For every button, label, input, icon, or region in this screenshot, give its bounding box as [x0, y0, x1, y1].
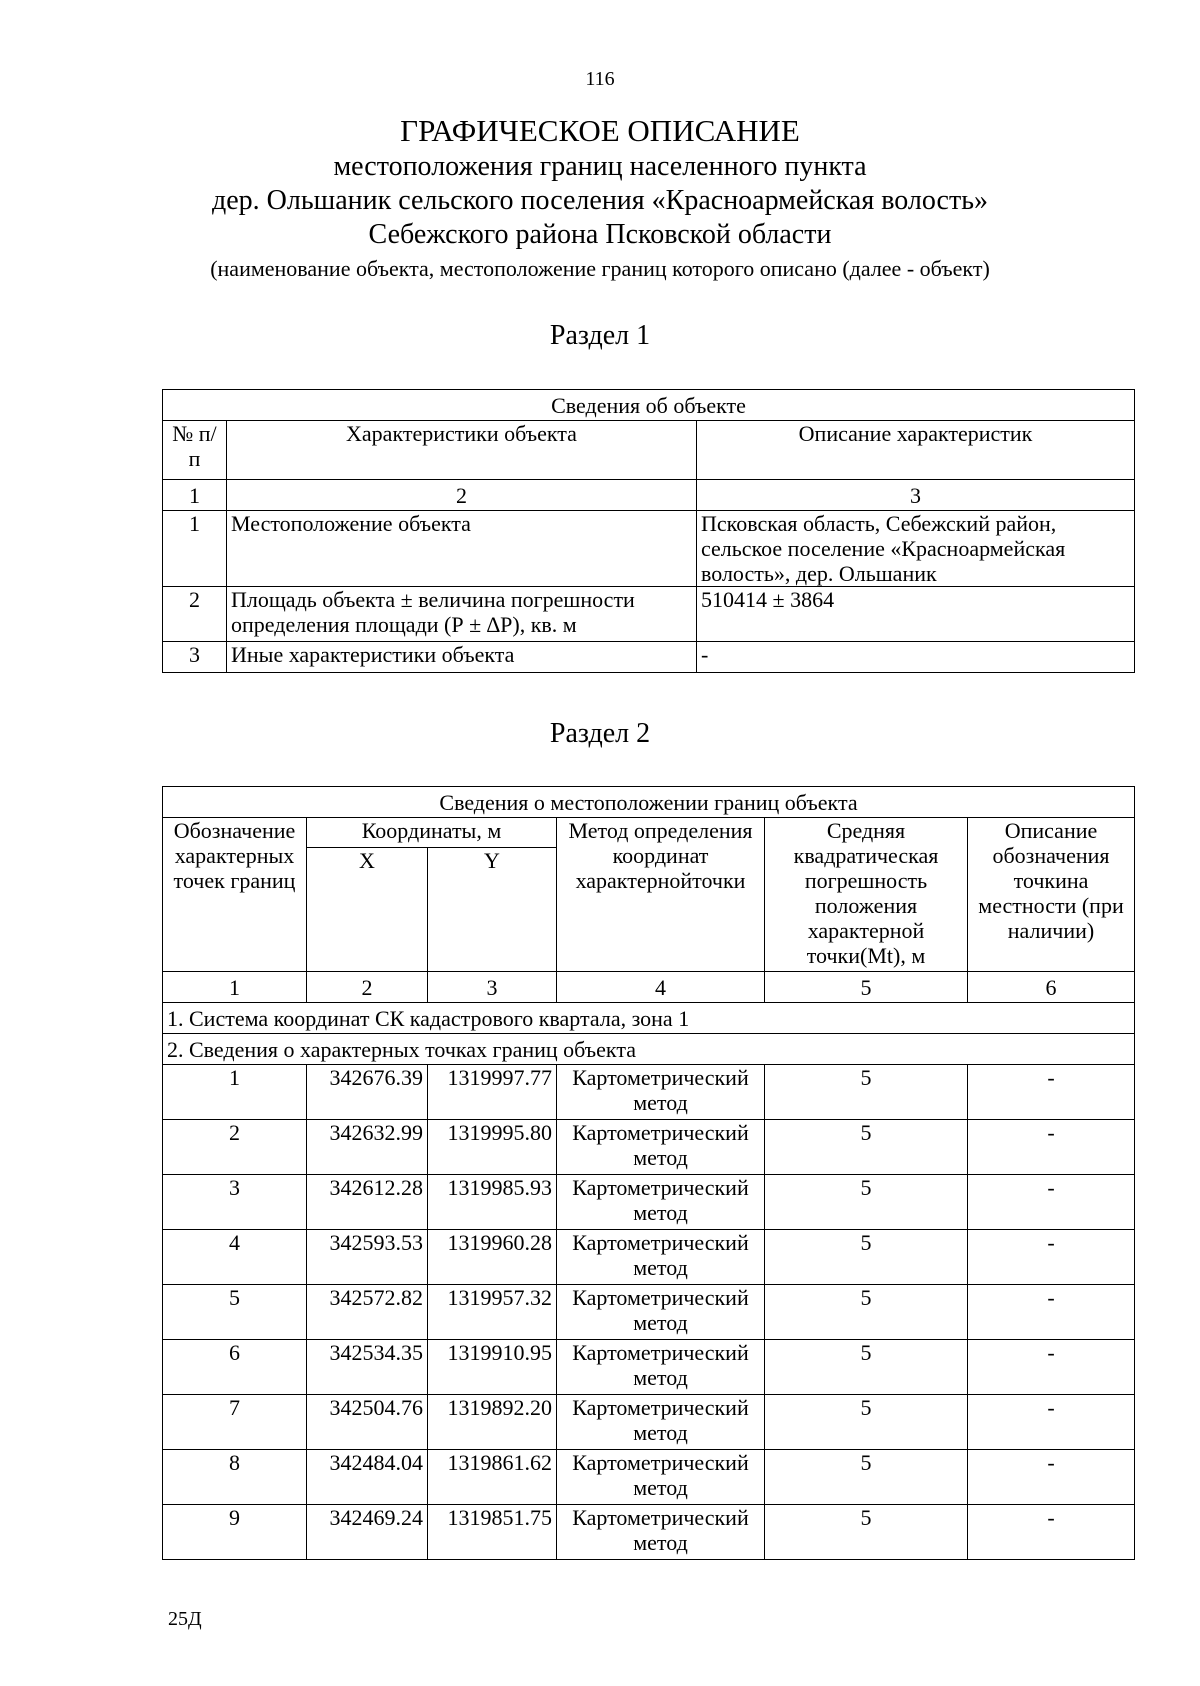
- table-row: [163, 1230, 1135, 1285]
- col-number: 2: [227, 480, 697, 511]
- point-y: 1319960.28: [428, 1230, 557, 1285]
- point-id: 7: [163, 1395, 307, 1450]
- table-row: [163, 1065, 1135, 1120]
- col-header-description: Описание характеристик: [697, 421, 1135, 480]
- point-error: 5: [765, 1395, 968, 1450]
- point-method: Картометрический метод: [557, 1230, 765, 1285]
- col-number: 1: [163, 480, 227, 511]
- table-row: [163, 1450, 1135, 1505]
- col-header-description: Описание обозначения точкина местности (при наличии): [968, 818, 1135, 972]
- document-title-block: [0, 112, 1200, 284]
- row-description: Псковская область, Себежский район, сельское поселение «Красноармейская волость», дер. Ольшаник: [697, 511, 1135, 587]
- row-description: 510414 ± 3864: [697, 587, 1135, 642]
- point-description: -: [968, 1230, 1135, 1285]
- point-y: 1319851.75: [428, 1505, 557, 1560]
- table-title: Сведения о местоположении границ объекта: [163, 787, 1135, 818]
- col-number: 3: [428, 972, 557, 1003]
- table-row: [163, 1120, 1135, 1175]
- document-title-note: (наименование объекта, местоположение границ которого описано (далее - объект): [210, 256, 990, 281]
- table-title: Сведения об объекте: [163, 390, 1135, 421]
- point-id: 1: [163, 1065, 307, 1120]
- point-error: 5: [765, 1340, 968, 1395]
- point-x: 342612.28: [307, 1175, 428, 1230]
- points-body: [163, 1065, 1135, 1560]
- table-row: [163, 642, 1135, 673]
- point-error: 5: [765, 1230, 968, 1285]
- point-method: Картометрический метод: [557, 1450, 765, 1505]
- col-number: 6: [968, 972, 1135, 1003]
- point-y: 1319861.62: [428, 1450, 557, 1505]
- col-number: 2: [307, 972, 428, 1003]
- point-method: Картометрический метод: [557, 1340, 765, 1395]
- point-id: 3: [163, 1175, 307, 1230]
- col-number: 1: [163, 972, 307, 1003]
- table-row: [163, 1285, 1135, 1340]
- document-subtitle-line-3: Себежского района Псковской области: [368, 219, 832, 250]
- points-info-row: 2. Сведения о характерных точках границ объекта: [163, 1034, 1135, 1065]
- point-x: 342504.76: [307, 1395, 428, 1450]
- row-number: 2: [163, 587, 227, 642]
- point-id: 5: [163, 1285, 307, 1340]
- point-y: 1319910.95: [428, 1340, 557, 1395]
- point-method: Картометрический метод: [557, 1065, 765, 1120]
- point-description: -: [968, 1120, 1135, 1175]
- row-description: -: [697, 642, 1135, 673]
- col-header-y: Y: [428, 848, 557, 972]
- document-title: ГРАФИЧЕСКОЕ ОПИСАНИЕ: [400, 113, 800, 148]
- point-error: 5: [765, 1450, 968, 1505]
- point-id: 2: [163, 1120, 307, 1175]
- col-header-characteristic: Характеристики объекта: [227, 421, 697, 480]
- footer-code: 25Д: [168, 1608, 202, 1630]
- point-x: 342469.24: [307, 1505, 428, 1560]
- coordinate-system-row: 1. Система координат СК кадастрового квартала, зона 1: [163, 1003, 1135, 1034]
- row-number: 3: [163, 642, 227, 673]
- point-method: Картометрический метод: [557, 1175, 765, 1230]
- point-error: 5: [765, 1505, 968, 1560]
- document-subtitle-line-2: дер. Ольшаник сельского поселения «Красноармейская волость»: [212, 185, 988, 216]
- col-number: 4: [557, 972, 765, 1003]
- point-y: 1319892.20: [428, 1395, 557, 1450]
- table-row: [163, 587, 1135, 642]
- table-row: [163, 511, 1135, 587]
- point-x: 342676.39: [307, 1065, 428, 1120]
- point-description: -: [968, 1505, 1135, 1560]
- point-id: 9: [163, 1505, 307, 1560]
- section-2-heading: Раздел 2: [549, 718, 651, 749]
- point-error: 5: [765, 1065, 968, 1120]
- table-row: [163, 1505, 1135, 1560]
- col-number: 5: [765, 972, 968, 1003]
- col-header-coordinates: Координаты, м: [307, 818, 557, 848]
- point-error: 5: [765, 1120, 968, 1175]
- point-error: 5: [765, 1285, 968, 1340]
- point-description: -: [968, 1340, 1135, 1395]
- point-x: 342484.04: [307, 1450, 428, 1505]
- section-1-heading: Раздел 1: [549, 320, 651, 351]
- point-method: Картометрический метод: [557, 1395, 765, 1450]
- point-x: 342593.53: [307, 1230, 428, 1285]
- table-row: [163, 1395, 1135, 1450]
- col-header-designation: Обозначение характерных точек границ: [163, 818, 307, 972]
- row-characteristic: Иные характеристики объекта: [227, 642, 697, 673]
- point-y: 1319985.93: [428, 1175, 557, 1230]
- col-header-method: Метод определения координат характернойточки: [557, 818, 765, 972]
- point-description: -: [968, 1285, 1135, 1340]
- object-info-table: [162, 389, 1135, 673]
- point-description: -: [968, 1065, 1135, 1120]
- point-y: 1319957.32: [428, 1285, 557, 1340]
- table-row: [163, 1340, 1135, 1395]
- point-error: 5: [765, 1175, 968, 1230]
- document-subtitle-line-1: местоположения границ населенного пункта: [333, 151, 867, 182]
- point-x: 342632.99: [307, 1120, 428, 1175]
- page-number: 116: [585, 68, 615, 90]
- point-y: 1319995.80: [428, 1120, 557, 1175]
- col-header-number: № п/п: [163, 421, 227, 480]
- point-id: 4: [163, 1230, 307, 1285]
- row-number: 1: [163, 511, 227, 587]
- point-id: 8: [163, 1450, 307, 1505]
- point-description: -: [968, 1175, 1135, 1230]
- point-method: Картометрический метод: [557, 1285, 765, 1340]
- boundary-points-table: [162, 786, 1135, 1560]
- row-characteristic: Площадь объекта ± величина погрешности определения площади (Р ± ∆Р), кв. м: [227, 587, 697, 642]
- point-x: 342572.82: [307, 1285, 428, 1340]
- table-row: [163, 1175, 1135, 1230]
- point-description: -: [968, 1395, 1135, 1450]
- point-x: 342534.35: [307, 1340, 428, 1395]
- point-id: 6: [163, 1340, 307, 1395]
- point-method: Картометрический метод: [557, 1505, 765, 1560]
- col-header-error: Средняя квадратическая погрешность положения характерной точки(Mt), м: [765, 818, 968, 972]
- point-description: -: [968, 1450, 1135, 1505]
- point-method: Картометрический метод: [557, 1120, 765, 1175]
- col-header-x: X: [307, 848, 428, 972]
- point-y: 1319997.77: [428, 1065, 557, 1120]
- col-number: 3: [697, 480, 1135, 511]
- row-characteristic: Местоположение объекта: [227, 511, 697, 587]
